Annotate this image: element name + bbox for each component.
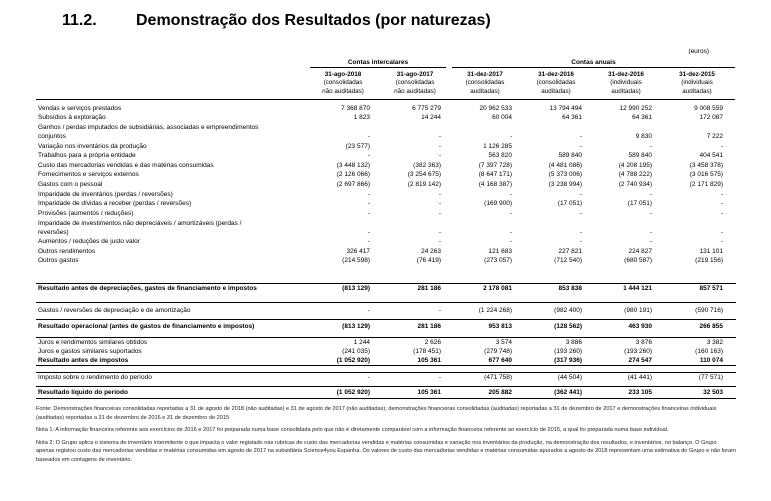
table-row [36, 210, 736, 218]
column-header-line: 31-dez-2016 [538, 71, 574, 78]
table-row [36, 374, 736, 382]
row-value: (273 057) [484, 257, 512, 264]
row-value: - [649, 210, 652, 217]
table-rule [36, 365, 736, 366]
section-number: 11.2. [62, 12, 97, 29]
footnote-2: Nota 2: O Grupo aplica o sistema de inventário intermitente o que impacta o valor registado nas rubricas de custo das mercadorias vendidas e matérias consumidas e variação nos inventários da produção, na demonstração dos resultados, e inventários, no balanço. O Grupo apenas registou custo das mercadorias vendidas e matérias consumidas em agosto de 2017 na subsidiária Science4you Espanha. Os valores de custo das mercadorias vendidas e matérias consumidas apurados a agosto de 2018 representam uma estimativa do Grupo e não foram baseados em contagens de inventário. [36, 439, 736, 463]
table-rule [36, 283, 736, 284]
row-label: Resultado operacional (antes de gastos de financiamento e impostos) [38, 323, 255, 330]
column-header [452, 71, 518, 96]
row-value: (3 238 994) [548, 181, 582, 188]
row-value: - [509, 210, 512, 217]
row-value: (193 260) [624, 348, 652, 355]
row-value: (4 788 222) [618, 171, 652, 178]
row-value: (8 647 171) [478, 171, 512, 178]
row-label: Imposto sobre o rendimento do período [38, 374, 152, 381]
table-row [36, 105, 736, 113]
row-value: (980 191) [624, 307, 652, 314]
row-value: 853 838 [558, 285, 582, 292]
row-value: - [649, 238, 652, 245]
row-value: (2 171 829) [689, 181, 723, 188]
row-value: (1 052 920) [336, 389, 370, 396]
row-label: conjuntos [38, 133, 66, 140]
row-value: 1 244 [353, 339, 370, 346]
row-value: (1 224 268) [478, 307, 512, 314]
table-row [36, 389, 736, 397]
row-value: 131 101 [699, 248, 723, 255]
row-label: Outros rendimentos [38, 248, 96, 255]
table-row [36, 114, 736, 122]
row-value: - [720, 238, 723, 245]
row-value: (4 208 195) [618, 162, 652, 169]
table-rule [36, 302, 736, 303]
table-row [36, 133, 736, 141]
row-value: 24 263 [421, 248, 441, 255]
row-label: Variação nos inventários da produção [38, 143, 147, 150]
table-row [36, 229, 736, 237]
table-row [36, 191, 736, 199]
row-value: (471 758) [484, 374, 512, 381]
row-value: 281 186 [417, 285, 441, 292]
row-value: (362 441) [554, 389, 582, 396]
row-value: - [649, 191, 652, 198]
section-title: Demonstração dos Resultados (por naturezas) [136, 12, 491, 29]
row-value: (77 571) [698, 374, 723, 381]
row-value: 233 105 [628, 389, 652, 396]
row-value: - [438, 191, 441, 198]
row-value: (76 419) [416, 257, 441, 264]
column-header-line: (individuais [681, 79, 713, 87]
row-value: 64 361 [562, 114, 582, 121]
row-value: 274 547 [628, 357, 652, 364]
row-value: - [720, 200, 723, 207]
table-rule [36, 372, 736, 373]
row-label: Imparidade de dívidas a receber (perdas / reversões) [38, 200, 192, 207]
row-value: (3 448 132) [336, 162, 370, 169]
row-value: (128 562) [554, 323, 582, 330]
row-label: Gastos / reversões de depreciação e de amortização [38, 307, 191, 314]
row-value: 6 775 279 [412, 105, 441, 112]
column-header-line: 31-dez-2017 [467, 71, 503, 78]
row-value: 563 820 [488, 152, 512, 159]
row-value: - [579, 210, 582, 217]
footnote-1: Nota 1: A informação financeira referente aos exercícios de 2016 e 2017 foi preparada numa base consolidada pelo que não é diretamente comparável com a informação financeira referente ao exercício de 2015, a qual foi preparada numa base individual. [36, 427, 669, 434]
row-value: 121 683 [488, 248, 512, 255]
row-value: 1 823 [353, 114, 370, 121]
table-row [36, 171, 736, 179]
row-value: (3 458 378) [689, 162, 723, 169]
row-value: (23 577) [345, 143, 370, 150]
row-value: (2 697 866) [336, 181, 370, 188]
footnotes [36, 405, 736, 465]
row-value: 1 444 121 [623, 285, 652, 292]
row-value: (44 504) [557, 374, 582, 381]
row-value: 404 541 [699, 152, 723, 159]
row-value: - [367, 200, 370, 207]
table-row [36, 200, 736, 208]
row-label: Trabalhos para a própria entidade [38, 152, 136, 159]
column-header-line: (individuais [610, 79, 642, 87]
row-value: 9 008 559 [694, 105, 723, 112]
row-value: 105 361 [417, 357, 441, 364]
row-value: 205 882 [488, 389, 512, 396]
table-row [36, 285, 736, 293]
row-label: Fornecimentos e serviços externos [38, 171, 139, 178]
column-header-line: auditadas) [470, 87, 500, 95]
row-value: 3 876 [635, 339, 652, 346]
table-rule [36, 386, 736, 387]
row-value: - [720, 229, 723, 236]
row-value: - [509, 229, 512, 236]
row-value: (178 451) [413, 348, 441, 355]
row-value: - [579, 238, 582, 245]
row-label: Resultado antes de impostos [38, 357, 129, 364]
table-row [36, 152, 736, 160]
row-label: Imparidade de inventários (perdas / reversões) [38, 191, 173, 198]
row-value: - [367, 374, 370, 381]
row-value: 3 574 [495, 339, 512, 346]
table-row [36, 181, 736, 189]
row-value: (160 163) [695, 348, 723, 355]
row-label: Resultado antes de depreciações, gastos de financiamento e impostos [38, 285, 257, 292]
group-header-interim: Contas intercalares [310, 58, 446, 68]
row-value: (41 441) [627, 374, 652, 381]
column-header-line: (consolidadas [536, 79, 576, 87]
row-value: 857 571 [699, 285, 723, 292]
column-header-line: auditadas) [682, 87, 712, 95]
row-value: - [509, 238, 512, 245]
row-value: - [579, 191, 582, 198]
row-label: Ganhos / perdas imputados de subsidiárias, associadas e empreendimentos [38, 124, 259, 131]
row-value: - [367, 238, 370, 245]
row-label: Subsídios à exploração [38, 114, 106, 121]
column-header-line: não auditadas) [322, 87, 364, 95]
row-value: 677 640 [488, 357, 512, 364]
column-header-line: 31-ago-2018 [324, 71, 362, 78]
row-value: 60 004 [492, 114, 512, 121]
row-value: - [438, 238, 441, 245]
row-value: - [438, 307, 441, 314]
column-header [382, 71, 448, 96]
row-value: - [438, 133, 441, 140]
row-value: 589 840 [558, 152, 582, 159]
column-header-line: 31-dez-2015 [679, 71, 715, 78]
row-value: (5 373 006) [548, 171, 582, 178]
table-rule [36, 337, 736, 338]
row-value: (813 129) [342, 323, 370, 330]
column-header-line: (consolidadas [395, 79, 435, 87]
column-header [593, 71, 659, 96]
row-value: 20 962 533 [479, 105, 512, 112]
row-value: (3 016 575) [689, 171, 723, 178]
table-row [36, 357, 736, 365]
row-value: - [649, 229, 652, 236]
row-value: (382 363) [413, 162, 441, 169]
row-value: (2 819 142) [407, 181, 441, 188]
row-value: 64 361 [632, 114, 652, 121]
column-header-line: 31-ago-2017 [396, 71, 434, 78]
row-value: - [438, 229, 441, 236]
row-label: Juros e gastos similares suportados [38, 348, 142, 355]
row-value: (17 051) [557, 200, 582, 207]
row-value: - [438, 374, 441, 381]
row-value: 14 244 [421, 114, 441, 121]
row-value: - [367, 191, 370, 198]
row-value: 266 855 [699, 323, 723, 330]
row-value: 2 178 081 [483, 285, 512, 292]
column-header-line: 31-dez-2016 [608, 71, 644, 78]
row-label: Gastos com o pessoal [38, 181, 103, 188]
table-row [36, 248, 736, 256]
row-value: - [367, 152, 370, 159]
row-value: (317 936) [554, 357, 582, 364]
row-value: - [367, 307, 370, 314]
row-value: - [367, 210, 370, 217]
row-value: - [579, 143, 582, 150]
row-label: Custo das mercadorias vendidas e das matérias consumidas [38, 162, 214, 169]
row-value: 32 503 [703, 389, 723, 396]
row-value: 7 368 870 [341, 105, 370, 112]
row-value: 463 930 [628, 323, 652, 330]
row-value: - [579, 229, 582, 236]
row-value: 110 074 [699, 357, 723, 364]
row-value: 1 126 285 [483, 143, 512, 150]
table-row [36, 307, 736, 315]
row-value: (4 481 086) [548, 162, 582, 169]
table-row [36, 143, 736, 151]
row-value: (712 540) [554, 257, 582, 264]
row-value: (3 254 675) [407, 171, 441, 178]
row-label: Vendas e serviços prestados [38, 105, 122, 112]
row-value: (813 129) [342, 285, 370, 292]
row-value: - [438, 210, 441, 217]
column-header-line: (consolidadas [465, 79, 505, 87]
row-value: 9 830 [635, 133, 652, 140]
table-row [36, 323, 736, 331]
row-value: (219 156) [695, 257, 723, 264]
row-label: Juros e rendimentos similares obtidos [38, 339, 148, 346]
table-row [36, 220, 736, 228]
row-value: - [438, 200, 441, 207]
row-value: - [509, 191, 512, 198]
header-rule [36, 99, 735, 100]
table-row [36, 339, 736, 347]
row-value: - [367, 133, 370, 140]
row-value: 224 827 [628, 248, 652, 255]
row-value: 12 990 252 [619, 105, 652, 112]
row-value: (2 740 934) [618, 181, 652, 188]
row-value: 2 626 [424, 339, 441, 346]
row-value: (590 716) [695, 307, 723, 314]
column-header-line: auditadas) [541, 87, 571, 95]
row-value: - [720, 210, 723, 217]
table-rule [36, 398, 736, 399]
row-value: (241 035) [342, 348, 370, 355]
table-row [36, 257, 736, 265]
row-value: (214 598) [342, 257, 370, 264]
column-header [664, 71, 730, 96]
row-value: (680 587) [624, 257, 652, 264]
row-value: - [579, 133, 582, 140]
row-value: (279 748) [484, 348, 512, 355]
row-value: - [438, 152, 441, 159]
column-header [310, 71, 376, 96]
row-value: (7 397 728) [478, 162, 512, 169]
row-value: - [720, 143, 723, 150]
row-value: 953 813 [488, 323, 512, 330]
footnote-source: Fonte: Demonstrações financeiras consolidadas reportadas a 31 de agosto de 2018 (não auditadas) e 31 de agosto de 2017 (não auditadas); demonstrações financeiras consolidadas (auditadas) reportadas a 31 de dezembro de 2017 e demonstrações financeiras individuais (auditadas) reportadas a 31 de dezembro de 2016 e 31 de dezembro de 2015 [36, 406, 717, 421]
row-label: Outros gastos [38, 257, 79, 264]
row-label: Imparidade de investimentos não depreciáveis / amortizáveis (perdas / [38, 220, 242, 227]
table-rule [36, 319, 736, 320]
row-value: 227 821 [558, 248, 582, 255]
table-row [36, 162, 736, 170]
table-row [36, 124, 736, 132]
row-value: 105 361 [417, 389, 441, 396]
row-value: 3 886 [565, 339, 582, 346]
row-value: - [438, 143, 441, 150]
units-label: (euros) [688, 48, 709, 55]
row-value: 172 087 [699, 114, 723, 121]
row-value: - [509, 133, 512, 140]
row-value: 3 382 [706, 339, 723, 346]
column-header-line: auditadas) [611, 87, 641, 95]
row-value: (2 126 066) [336, 171, 370, 178]
row-value: (4 168 387) [478, 181, 512, 188]
row-value: 281 186 [417, 323, 441, 330]
row-value: (1 052 920) [336, 357, 370, 364]
row-value: - [367, 229, 370, 236]
table-row [36, 238, 736, 246]
row-value: 7 222 [706, 133, 723, 140]
row-value: (169 900) [484, 200, 512, 207]
row-value: 589 840 [628, 152, 652, 159]
column-header [523, 71, 589, 96]
group-header-annual: Contas anuais [452, 58, 735, 68]
row-label: reversões) [38, 229, 69, 236]
row-value: (193 260) [554, 348, 582, 355]
row-value: 326 417 [346, 248, 370, 255]
row-label: Aumentos / reduções de justo valor [38, 238, 140, 245]
column-header-line: não auditadas) [394, 87, 436, 95]
row-value: (982 400) [554, 307, 582, 314]
column-header-line: (consolidadas [323, 79, 363, 87]
row-value: - [649, 143, 652, 150]
table-row [36, 348, 736, 356]
row-label: Resultado líquido do período [38, 389, 128, 396]
row-value: 13 794 494 [549, 105, 582, 112]
row-value: - [720, 191, 723, 198]
row-value: (17 051) [627, 200, 652, 207]
row-label: Provisões (aumentos / reduções) [38, 210, 134, 217]
